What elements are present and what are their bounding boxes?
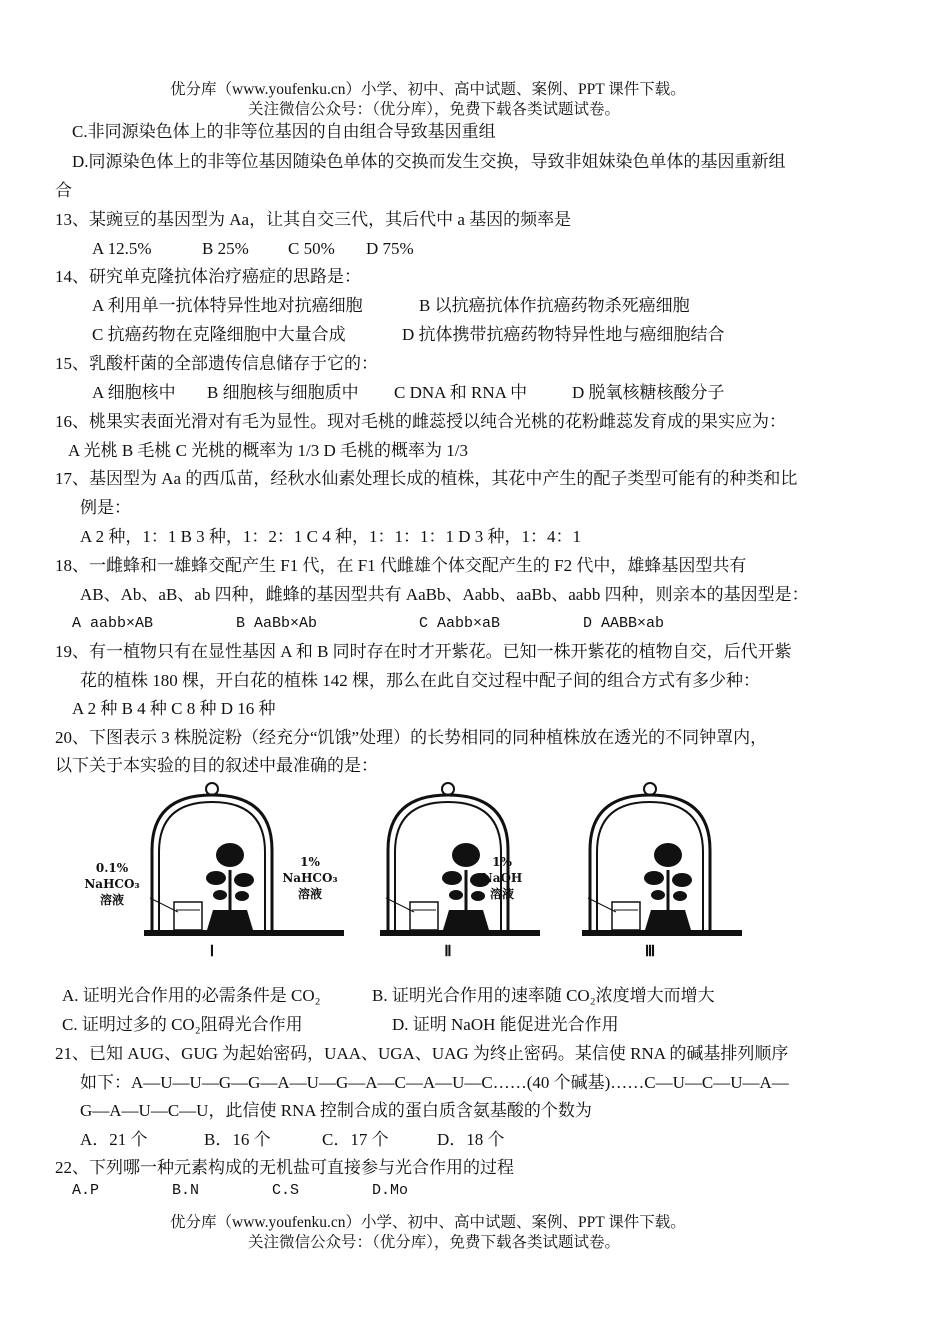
q22-stem: 22、下列哪一种元素构成的无机盐可直接参与光合作用的过程 xyxy=(55,1158,514,1177)
q21-option-b: B．16 个 xyxy=(204,1130,271,1149)
q15-options xyxy=(92,382,725,404)
q17-stem-line2: 例是： xyxy=(80,498,131,517)
q14-option-d: D 抗体携带抗癌药物特异性地与癌细胞结合 xyxy=(402,325,725,344)
q17-options: A 2 种，1：1 B 3 种，1：2：1 C 4 种，1：1：1：1 D 3 种，1：4：1 xyxy=(80,527,582,546)
q21-options xyxy=(80,1129,505,1151)
q14-option-c: C 抗癌药物在克隆细胞中大量合成 xyxy=(92,325,346,344)
q21-option-d: D．18 个 xyxy=(437,1130,505,1149)
q16-stem: 16、桃果实表面光滑对有毛为显性。现对毛桃的雌蕊授以纯合光桃的花粉雌蕊发育成的果实应为： xyxy=(55,412,786,431)
q13-option-a: A 12.5% xyxy=(92,239,152,258)
q12-option-d-line1: D.同源染色体上的非等位基因随染色单体的交换而发生交换，导致非姐妹染色单体的基因重新组 xyxy=(72,152,786,171)
page-header-line1: 优分库（www.youfenku.cn）小学、初中、高中试题、案例、PPT 课件下载。 xyxy=(170,81,686,98)
q18-stem-line1: 18、一雌蜂和一雄蜂交配产生 F1 代，在 F1 代雌雄个体交配产生的 F2 代中，雄蜂基因型共有 xyxy=(55,556,747,575)
q18-stem-line2: AB、Ab、aB、ab 四种，雌蜂的基因型共有 AaBb、Aabb、aaBb、aabb 四种，则亲本的基因型是： xyxy=(80,585,809,604)
q17-stem-line1: 17、基因型为 Aa 的西瓜苗，经秋水仙素处理长成的植株，其花中产生的配子类型可能有的种类和比 xyxy=(55,469,798,488)
bell-1-concentration: 0.1% xyxy=(95,861,129,875)
q22-option-a: A.P xyxy=(72,1182,100,1199)
bell-3-solution: 溶液 xyxy=(489,887,515,901)
q21-option-c: C．17 个 xyxy=(322,1130,389,1149)
page-footer-line1: 优分库（www.youfenku.cn）小学、初中、高中试题、案例、PPT 课件下载。 xyxy=(170,1214,686,1231)
page-footer-line2: 关注微信公众号：（优分库），免费下载各类试题试卷。 xyxy=(248,1234,621,1251)
q19-stem-line1: 19、有一植物只有在显性基因 A 和 B 同时存在时才开紫花。已知一株开紫花的植物自交，后代开紫 xyxy=(55,642,792,661)
q13-option-d: D 75% xyxy=(366,239,414,258)
q18-option-d: D AABB×ab xyxy=(583,615,665,632)
q14-options-row2 xyxy=(92,324,725,346)
q15-option-b: B 细胞核与细胞质中 xyxy=(207,383,359,402)
q15-option-d: D 脱氧核糖核酸分子 xyxy=(572,383,725,402)
q13-option-b: B 25% xyxy=(202,239,249,258)
bell-1-chemical: NaHCO₃ xyxy=(84,877,140,891)
q21-stem-line2: 如下：A—U—U—G—G—A—U—G—A—C—A—U—C……(40 个碱基)……C—U—C—U—A— xyxy=(80,1073,789,1092)
bell-1-solution: 溶液 xyxy=(99,893,125,907)
bell-3-concentration: 1% xyxy=(492,855,512,869)
bell-3-label: Ⅲ xyxy=(644,944,656,960)
q13-option-c: C 50% xyxy=(288,239,335,258)
q20-option-b: B. 证明光合作用的速率随 CO₂浓度增大而增大 xyxy=(372,986,715,1005)
q14-option-b: B 以抗癌抗体作抗癌药物杀死癌细胞 xyxy=(419,296,690,315)
q22-option-b: B.N xyxy=(172,1182,200,1199)
q14-option-a: A 利用单一抗体特异性地对抗癌细胞 xyxy=(92,296,363,315)
q20-stem-line1: 20、下图表示 3 株脱淀粉（经充分“饥饿”处理）的长势相同的同种植株放在透光的不同钟罩内， xyxy=(55,728,768,747)
q15-stem: 15、乳酸杆菌的全部遗传信息储存于它的： xyxy=(55,354,378,373)
q22-options xyxy=(72,1180,408,1202)
q19-options: A 2 种 B 4 种 C 8 种 D 16 种 xyxy=(72,699,276,718)
q15-option-a: A 细胞核中 xyxy=(92,383,176,402)
q22-option-c: C.S xyxy=(272,1182,300,1199)
q18-options xyxy=(72,613,664,635)
q21-stem-line1: 21、已知 AUG、GUG 为起始密码，UAA、UGA、UAG 为终止密码。某信使 RNA 的碱基排列顺序 xyxy=(55,1044,789,1063)
q20-options-row1 xyxy=(62,985,715,1007)
q14-options-row1 xyxy=(92,295,690,317)
q13-options xyxy=(92,238,414,260)
q14-stem: 14、研究单克隆抗体治疗癌症的思路是： xyxy=(55,267,361,286)
q21-option-a: A．21 个 xyxy=(80,1130,148,1149)
bell-3-chemical: NaOH xyxy=(481,871,523,885)
q21-stem-line3: G—A—U—C—U，此信使 RNA 控制合成的蛋白质含氨基酸的个数为 xyxy=(80,1101,592,1120)
q18-option-a: A aabb×AB xyxy=(72,615,154,632)
q12-option-c: C.非同源染色体上的非等位基因的自由组合导致基因重组 xyxy=(72,122,496,141)
q20-option-d: D. 证明 NaOH 能促进光合作用 xyxy=(392,1015,619,1034)
q18-option-b: B AaBb×Ab xyxy=(236,615,318,632)
q20-options-row2 xyxy=(62,1014,619,1036)
bell-1-label: Ⅰ xyxy=(209,944,215,960)
bell-2-label: Ⅱ xyxy=(444,944,452,960)
bell-jar-figure xyxy=(84,780,812,960)
q15-option-c: C DNA 和 RNA 中 xyxy=(394,383,528,402)
q13-stem: 13、某豌豆的基因型为 Aa，让其自交三代，其后代中 a 基因的频率是 xyxy=(55,210,572,229)
bell-2-solution: 溶液 xyxy=(297,887,323,901)
q22-option-d: D.Mo xyxy=(372,1182,409,1199)
q18-option-c: C Aabb×aB xyxy=(419,615,501,632)
q16-options: A 光桃 B 毛桃 C 光桃的概率为 1/3 D 毛桃的概率为 1/3 xyxy=(68,441,468,460)
q20-option-a: A. 证明光合作用的必需条件是 CO₂ xyxy=(62,986,321,1005)
q19-stem-line2: 花的植株 180 棵，开白花的植株 142 棵，那么在此自交过程中配子间的组合方式有多少种： xyxy=(80,671,760,690)
page-header-line2: 关注微信公众号：（优分库），免费下载各类试题试卷。 xyxy=(248,101,621,118)
bell-2-chemical: NaHCO₃ xyxy=(282,871,338,885)
q20-option-c: C. 证明过多的 CO₂阻碍光合作用 xyxy=(62,1015,303,1034)
q12-option-d-line2: 合 xyxy=(55,181,72,200)
q20-stem-line2: 以下关于本实验的目的叙述中最准确的是： xyxy=(55,756,378,775)
bell-2-concentration: 1% xyxy=(300,855,320,869)
